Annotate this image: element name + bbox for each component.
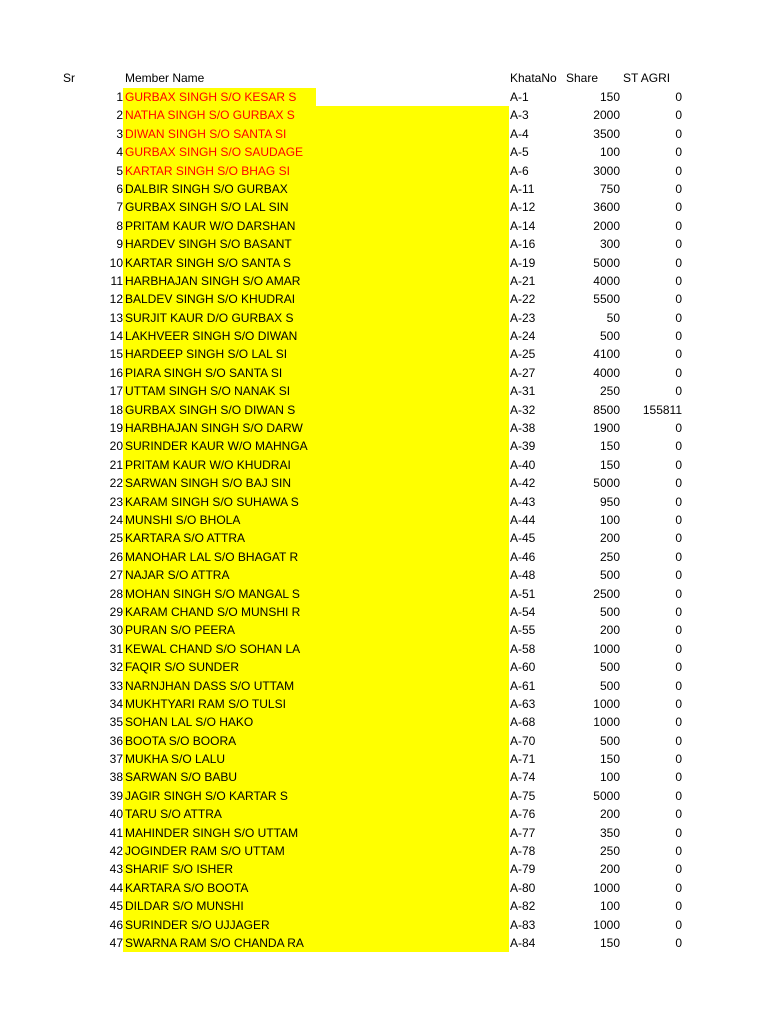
cell-khata-no[interactable]: A-71 bbox=[510, 752, 536, 767]
cell-share[interactable]: 4000 bbox=[593, 365, 620, 380]
cell-khata-no[interactable]: A-43 bbox=[510, 494, 536, 509]
cell-member-name[interactable]: SARWAN S/O BABU bbox=[123, 768, 509, 786]
cell-share[interactable]: 500 bbox=[599, 660, 620, 675]
cell-member-name[interactable]: SARWAN SINGH S/O BAJ SIN bbox=[123, 474, 509, 492]
cell-member-name[interactable]: HARDEV SINGH S/O BASANT bbox=[123, 235, 509, 253]
cell-st-agri[interactable]: 0 bbox=[675, 733, 682, 748]
cell-sr[interactable]: 6 bbox=[116, 181, 123, 196]
cell-khata-no[interactable]: A-11 bbox=[510, 181, 535, 196]
cell-sr[interactable]: 3 bbox=[116, 126, 123, 141]
cell-member-name[interactable]: NARNJHAN DASS S/O UTTAM bbox=[123, 677, 509, 695]
cell-st-agri[interactable]: 0 bbox=[675, 108, 682, 123]
header-row bbox=[0, 69, 768, 87]
cell-share[interactable]: 150 bbox=[599, 935, 620, 950]
cell-st-agri[interactable]: 0 bbox=[675, 935, 682, 950]
cell-khata-no[interactable]: A-38 bbox=[510, 421, 536, 436]
cell-share[interactable]: 200 bbox=[599, 623, 620, 638]
cell-khata-no[interactable]: A-61 bbox=[510, 678, 536, 693]
cell-st-agri[interactable]: 0 bbox=[675, 770, 682, 785]
cell-member-name[interactable]: MUKHA S/O LALU bbox=[123, 750, 509, 768]
cell-st-agri[interactable]: 0 bbox=[675, 807, 682, 822]
cell-khata-no[interactable]: A-74 bbox=[510, 770, 536, 785]
cell-st-agri[interactable]: 0 bbox=[675, 384, 682, 399]
cell-member-name[interactable]: HARBHAJAN SINGH S/O AMAR bbox=[123, 272, 509, 290]
table-row bbox=[0, 640, 768, 658]
table-row bbox=[0, 88, 768, 106]
cell-khata-no[interactable]: A-82 bbox=[510, 899, 536, 914]
cell-sr[interactable]: 38 bbox=[109, 770, 123, 785]
cell-khata-no[interactable]: A-60 bbox=[510, 660, 536, 675]
cell-sr[interactable]: 41 bbox=[109, 825, 123, 840]
cell-member-name[interactable]: SHARIF S/O ISHER bbox=[123, 860, 509, 878]
cell-share[interactable]: 200 bbox=[599, 807, 620, 822]
cell-member-name[interactable]: JAGIR SINGH S/O KARTAR S bbox=[123, 787, 509, 805]
cell-st-agri[interactable]: 0 bbox=[675, 844, 682, 859]
table-row bbox=[0, 934, 768, 952]
table-row bbox=[0, 621, 768, 639]
table-row bbox=[0, 916, 768, 934]
cell-st-agri[interactable]: 0 bbox=[675, 163, 682, 178]
cell-st-agri[interactable]: 0 bbox=[675, 825, 682, 840]
cell-member-name[interactable]: SURJIT KAUR D/O GURBAX S bbox=[123, 309, 509, 327]
cell-share[interactable]: 3600 bbox=[593, 200, 620, 215]
table-row bbox=[0, 566, 768, 584]
cell-member-name[interactable]: FAQIR S/O SUNDER bbox=[123, 658, 509, 676]
cell-member-name[interactable]: NATHA SINGH S/O GURBAX S bbox=[123, 106, 509, 124]
cell-share[interactable]: 5500 bbox=[593, 292, 620, 307]
cell-st-agri[interactable]: 0 bbox=[675, 604, 682, 619]
cell-share[interactable]: 2500 bbox=[593, 586, 620, 601]
cell-st-agri[interactable]: 0 bbox=[675, 90, 682, 104]
cell-khata-no[interactable]: A-39 bbox=[510, 439, 536, 454]
table-row bbox=[0, 456, 768, 474]
cell-st-agri[interactable]: 0 bbox=[675, 512, 682, 527]
cell-khata-no[interactable]: A-3 bbox=[510, 108, 529, 123]
table-row bbox=[0, 437, 768, 455]
cell-sr[interactable]: 30 bbox=[109, 623, 123, 638]
cell-sr[interactable]: 40 bbox=[109, 807, 123, 822]
table-row bbox=[0, 493, 768, 511]
cell-share[interactable]: 100 bbox=[599, 899, 620, 914]
cell-share[interactable]: 500 bbox=[599, 678, 620, 693]
cell-khata-no[interactable]: A-44 bbox=[510, 512, 536, 527]
table-row bbox=[0, 217, 768, 235]
table-body bbox=[0, 88, 768, 952]
cell-sr[interactable]: 13 bbox=[109, 310, 123, 325]
cell-sr[interactable]: 18 bbox=[109, 402, 123, 417]
cell-st-agri[interactable]: 0 bbox=[675, 568, 682, 583]
cell-share[interactable]: 950 bbox=[599, 494, 620, 509]
cell-share[interactable]: 250 bbox=[599, 844, 620, 859]
cell-sr[interactable]: 37 bbox=[109, 752, 123, 767]
table-row bbox=[0, 235, 768, 253]
cell-sr[interactable]: 15 bbox=[109, 347, 123, 362]
cell-share[interactable]: 300 bbox=[599, 237, 620, 252]
cell-st-agri[interactable]: 0 bbox=[675, 494, 682, 509]
cell-share[interactable]: 1000 bbox=[593, 917, 620, 932]
cell-khata-no[interactable]: A-19 bbox=[510, 255, 536, 270]
cell-st-agri[interactable]: 0 bbox=[675, 457, 682, 472]
cell-sr[interactable]: 28 bbox=[109, 586, 123, 601]
cell-khata-no[interactable]: A-46 bbox=[510, 549, 536, 564]
cell-st-agri[interactable]: 0 bbox=[675, 752, 682, 767]
cell-sr[interactable]: 31 bbox=[109, 641, 123, 656]
cell-share[interactable]: 750 bbox=[599, 181, 620, 196]
table-row bbox=[0, 143, 768, 161]
cell-st-agri[interactable]: 0 bbox=[675, 439, 682, 454]
cell-share[interactable]: 350 bbox=[599, 825, 620, 840]
cell-member-name[interactable]: KARAM SINGH S/O SUHAWA S bbox=[123, 493, 509, 511]
cell-share[interactable]: 200 bbox=[599, 531, 620, 546]
cell-member-name[interactable]: KARTARA S/O ATTRA bbox=[123, 529, 509, 547]
cell-member-name[interactable]: TARU S/O ATTRA bbox=[123, 805, 509, 823]
cell-sr[interactable]: 20 bbox=[109, 439, 123, 454]
cell-khata-no[interactable]: A-51 bbox=[510, 586, 536, 601]
cell-khata-no[interactable]: A-77 bbox=[510, 825, 536, 840]
cell-sr[interactable]: 36 bbox=[109, 733, 123, 748]
header-st-agri: ST AGRI bbox=[623, 71, 671, 85]
cell-sr[interactable]: 44 bbox=[109, 880, 123, 895]
cell-share[interactable]: 100 bbox=[599, 512, 620, 527]
cell-st-agri[interactable]: 0 bbox=[675, 181, 682, 196]
header-member-name: Member Name bbox=[125, 71, 205, 85]
cell-sr[interactable]: 42 bbox=[109, 844, 123, 859]
cell-share[interactable]: 500 bbox=[599, 568, 620, 583]
table-row bbox=[0, 787, 768, 805]
cell-member-name[interactable]: UTTAM SINGH S/O NANAK SI bbox=[123, 382, 509, 400]
table-row bbox=[0, 162, 768, 180]
cell-share[interactable]: 1900 bbox=[593, 421, 620, 436]
cell-member-name[interactable]: MOHAN SINGH S/O MANGAL S bbox=[123, 585, 509, 603]
cell-share[interactable]: 8500 bbox=[593, 402, 620, 417]
cell-sr[interactable]: 4 bbox=[116, 145, 123, 160]
table-row bbox=[0, 548, 768, 566]
cell-member-name[interactable]: DALBIR SINGH S/O GURBAX bbox=[123, 180, 509, 198]
cell-member-name[interactable]: GURBAX SINGH S/O LAL SIN bbox=[123, 198, 509, 216]
cell-share[interactable]: 250 bbox=[599, 384, 620, 399]
cell-share[interactable]: 5000 bbox=[593, 255, 620, 270]
cell-khata-no[interactable]: A-78 bbox=[510, 844, 536, 859]
cell-sr[interactable]: 16 bbox=[109, 365, 123, 380]
table-row bbox=[0, 897, 768, 915]
cell-st-agri[interactable]: 0 bbox=[675, 549, 682, 564]
cell-sr[interactable]: 43 bbox=[109, 862, 123, 877]
cell-member-name[interactable]: PURAN S/O PEERA bbox=[123, 621, 509, 639]
cell-sr[interactable]: 46 bbox=[109, 917, 123, 932]
cell-share[interactable]: 50 bbox=[606, 310, 620, 325]
cell-share[interactable]: 100 bbox=[599, 770, 620, 785]
cell-member-name[interactable]: KARTAR SINGH S/O SANTA S bbox=[123, 254, 509, 272]
cell-khata-no[interactable]: A-22 bbox=[510, 292, 536, 307]
cell-member-name[interactable]: HARBHAJAN SINGH S/O DARW bbox=[123, 419, 509, 437]
table-row bbox=[0, 309, 768, 327]
cell-khata-no[interactable]: A-80 bbox=[510, 880, 536, 895]
cell-member-name[interactable]: GURBAX SINGH S/O DIWAN S bbox=[123, 401, 509, 419]
cell-sr[interactable]: 23 bbox=[109, 494, 123, 509]
cell-st-agri[interactable]: 0 bbox=[675, 917, 682, 932]
cell-khata-no[interactable]: A-5 bbox=[510, 145, 529, 160]
cell-khata-no[interactable]: A-48 bbox=[510, 568, 536, 583]
table-row bbox=[0, 290, 768, 308]
cell-sr[interactable]: 12 bbox=[109, 292, 123, 307]
cell-member-name[interactable]: GURBAX SINGH S/O SAUDAGE bbox=[123, 143, 509, 161]
table-row bbox=[0, 474, 768, 492]
cell-khata-no[interactable]: A-12 bbox=[510, 200, 536, 215]
table-row bbox=[0, 842, 768, 860]
cell-khata-no[interactable]: A-14 bbox=[510, 218, 536, 233]
cell-st-agri[interactable]: 0 bbox=[675, 237, 682, 252]
cell-share[interactable]: 500 bbox=[599, 604, 620, 619]
cell-st-agri[interactable]: 0 bbox=[675, 310, 682, 325]
table-row bbox=[0, 768, 768, 786]
table-row bbox=[0, 805, 768, 823]
cell-member-name[interactable]: BALDEV SINGH S/O KHUDRAI bbox=[123, 290, 509, 308]
table-row bbox=[0, 272, 768, 290]
cell-share[interactable]: 150 bbox=[599, 752, 620, 767]
cell-sr[interactable]: 25 bbox=[109, 531, 123, 546]
cell-sr[interactable]: 19 bbox=[109, 421, 123, 436]
cell-khata-no[interactable]: A-40 bbox=[510, 457, 536, 472]
cell-share[interactable]: 5000 bbox=[593, 476, 620, 491]
cell-st-agri[interactable]: 0 bbox=[675, 145, 682, 160]
cell-share[interactable]: 500 bbox=[599, 329, 620, 344]
cell-st-agri[interactable]: 0 bbox=[675, 678, 682, 693]
cell-sr[interactable]: 32 bbox=[109, 660, 123, 675]
cell-st-agri[interactable]: 0 bbox=[675, 200, 682, 215]
cell-khata-no[interactable]: A-32 bbox=[510, 402, 536, 417]
cell-sr[interactable]: 47 bbox=[109, 935, 123, 950]
cell-member-name[interactable]: PRITAM KAUR W/O KHUDRAI bbox=[123, 456, 509, 474]
cell-member-name[interactable]: NAJAR S/O ATTRA bbox=[123, 566, 509, 584]
header-share: Share bbox=[566, 71, 599, 85]
cell-share[interactable]: 2000 bbox=[593, 218, 620, 233]
cell-st-agri[interactable]: 0 bbox=[675, 421, 682, 436]
cell-share[interactable]: 100 bbox=[599, 145, 620, 160]
cell-khata-no[interactable]: A-16 bbox=[510, 237, 536, 252]
cell-st-agri[interactable]: 0 bbox=[675, 292, 682, 307]
cell-st-agri[interactable]: 0 bbox=[675, 531, 682, 546]
table-row bbox=[0, 824, 768, 842]
table-row bbox=[0, 732, 768, 750]
table-row bbox=[0, 419, 768, 437]
cell-sr[interactable]: 8 bbox=[116, 218, 123, 233]
cell-khata-no[interactable]: A-27 bbox=[510, 365, 536, 380]
cell-st-agri[interactable]: 0 bbox=[675, 255, 682, 270]
cell-khata-no[interactable]: A-83 bbox=[510, 917, 536, 932]
header-sr: Sr bbox=[63, 71, 75, 85]
cell-sr[interactable]: 27 bbox=[109, 568, 123, 583]
cell-share[interactable]: 5000 bbox=[593, 788, 620, 803]
cell-member-name[interactable]: JOGINDER RAM S/O UTTAM bbox=[123, 842, 509, 860]
cell-sr[interactable]: 29 bbox=[109, 604, 123, 619]
cell-st-agri[interactable]: 0 bbox=[675, 641, 682, 656]
cell-khata-no[interactable]: A-68 bbox=[510, 715, 536, 730]
cell-khata-no[interactable]: A-25 bbox=[510, 347, 536, 362]
cell-share[interactable]: 150 bbox=[599, 457, 620, 472]
cell-khata-no[interactable]: A-54 bbox=[510, 604, 536, 619]
cell-st-agri[interactable]: 0 bbox=[675, 126, 682, 141]
cell-khata-no[interactable]: A-42 bbox=[510, 476, 536, 491]
cell-st-agri[interactable]: 0 bbox=[675, 218, 682, 233]
cell-st-agri[interactable]: 0 bbox=[675, 880, 682, 895]
cell-khata-no[interactable]: A-45 bbox=[510, 531, 536, 546]
cell-share[interactable]: 1000 bbox=[593, 696, 620, 711]
cell-share[interactable]: 250 bbox=[599, 549, 620, 564]
table-row bbox=[0, 750, 768, 768]
cell-member-name[interactable]: MAHINDER SINGH S/O UTTAM bbox=[123, 824, 509, 842]
table-row bbox=[0, 180, 768, 198]
table-row bbox=[0, 860, 768, 878]
cell-khata-no[interactable]: A-31 bbox=[510, 384, 536, 399]
cell-khata-no[interactable]: A-21 bbox=[510, 273, 536, 288]
table-row bbox=[0, 713, 768, 731]
table-row bbox=[0, 106, 768, 124]
cell-st-agri[interactable]: 0 bbox=[675, 696, 682, 711]
table-row bbox=[0, 511, 768, 529]
cell-khata-no[interactable]: A-55 bbox=[510, 623, 536, 638]
cell-sr[interactable]: 21 bbox=[109, 457, 123, 472]
cell-member-name[interactable]: KARTAR SINGH S/O BHAG SI bbox=[123, 162, 509, 180]
cell-member-name[interactable]: DILDAR S/O MUNSHI bbox=[123, 897, 509, 915]
cell-st-agri[interactable]: 0 bbox=[675, 715, 682, 730]
cell-khata-no[interactable]: A-63 bbox=[510, 696, 536, 711]
cell-member-name[interactable]: SURINDER KAUR W/O MAHNGA bbox=[123, 437, 509, 455]
cell-share[interactable]: 200 bbox=[599, 862, 620, 877]
cell-member-name[interactable]: KARTARA S/O BOOTA bbox=[123, 879, 509, 897]
cell-sr[interactable]: 7 bbox=[116, 200, 123, 215]
cell-member-name[interactable]: HARDEEP SINGH S/O LAL SI bbox=[123, 345, 509, 363]
table-row bbox=[0, 364, 768, 382]
cell-st-agri[interactable]: 0 bbox=[675, 273, 682, 288]
cell-sr[interactable]: 1 bbox=[116, 90, 123, 104]
cell-st-agri[interactable]: 0 bbox=[675, 329, 682, 344]
cell-member-name[interactable]: DIWAN SINGH S/O SANTA SI bbox=[123, 125, 509, 143]
cell-st-agri[interactable]: 0 bbox=[675, 347, 682, 362]
cell-sr[interactable]: 35 bbox=[109, 715, 123, 730]
cell-member-name[interactable]: MANOHAR LAL S/O BHAGAT R bbox=[123, 548, 509, 566]
table-row bbox=[0, 125, 768, 143]
cell-member-name[interactable]: SWARNA RAM S/O CHANDA RA bbox=[123, 934, 509, 952]
cell-sr[interactable]: 24 bbox=[109, 512, 123, 527]
cell-st-agri[interactable]: 0 bbox=[675, 365, 682, 380]
cell-member-name[interactable]: LAKHVEER SINGH S/O DIWAN bbox=[123, 327, 509, 345]
cell-member-name[interactable]: MUNSHI S/O BHOLA bbox=[123, 511, 509, 529]
table-row bbox=[0, 695, 768, 713]
cell-member-name[interactable]: PIARA SINGH S/O SANTA SI bbox=[123, 364, 509, 382]
cell-khata-no[interactable]: A-58 bbox=[510, 641, 536, 656]
cell-sr[interactable]: 2 bbox=[116, 108, 123, 123]
cell-sr[interactable]: 5 bbox=[116, 163, 123, 178]
cell-khata-no[interactable]: A-23 bbox=[510, 310, 536, 325]
cell-share[interactable]: 1000 bbox=[593, 641, 620, 656]
table-row bbox=[0, 585, 768, 603]
cell-sr[interactable]: 9 bbox=[116, 237, 123, 252]
cell-share[interactable]: 1000 bbox=[593, 880, 620, 895]
cell-share[interactable]: 150 bbox=[599, 90, 620, 104]
cell-member-name[interactable]: MUKHTYARI RAM S/O TULSI bbox=[123, 695, 509, 713]
cell-sr[interactable]: 26 bbox=[109, 549, 123, 564]
cell-member-name[interactable]: SURINDER S/O UJJAGER bbox=[123, 916, 509, 934]
cell-khata-no[interactable]: A-4 bbox=[510, 126, 529, 141]
cell-share[interactable]: 4100 bbox=[593, 347, 620, 362]
cell-sr[interactable]: 45 bbox=[109, 899, 123, 914]
cell-khata-no[interactable]: A-6 bbox=[510, 163, 529, 178]
cell-share[interactable]: 500 bbox=[599, 733, 620, 748]
table-row bbox=[0, 603, 768, 621]
cell-share[interactable]: 3500 bbox=[593, 126, 620, 141]
cell-member-name[interactable]: KARAM CHAND S/O MUNSHI R bbox=[123, 603, 509, 621]
cell-sr[interactable]: 17 bbox=[109, 384, 123, 399]
cell-khata-no[interactable]: A-24 bbox=[510, 329, 536, 344]
cell-st-agri[interactable]: 155811 bbox=[642, 402, 682, 417]
cell-khata-no[interactable]: A-1 bbox=[510, 90, 529, 104]
cell-member-name[interactable]: BOOTA S/O BOORA bbox=[123, 732, 509, 750]
table-row bbox=[0, 345, 768, 363]
cell-st-agri[interactable]: 0 bbox=[675, 586, 682, 601]
table-row bbox=[0, 254, 768, 272]
cell-sr[interactable]: 22 bbox=[109, 476, 123, 491]
table-row bbox=[0, 382, 768, 400]
cell-khata-no[interactable]: A-70 bbox=[510, 733, 536, 748]
table-row bbox=[0, 401, 768, 419]
cell-share[interactable]: 2000 bbox=[593, 108, 620, 123]
cell-st-agri[interactable]: 0 bbox=[675, 623, 682, 638]
cell-khata-no[interactable]: A-84 bbox=[510, 935, 536, 950]
cell-khata-no[interactable]: A-75 bbox=[510, 788, 536, 803]
table-row bbox=[0, 529, 768, 547]
cell-share[interactable]: 150 bbox=[599, 439, 620, 454]
cell-sr[interactable]: 11 bbox=[110, 273, 123, 288]
cell-share[interactable]: 4000 bbox=[593, 273, 620, 288]
cell-st-agri[interactable]: 0 bbox=[675, 899, 682, 914]
cell-st-agri[interactable]: 0 bbox=[675, 660, 682, 675]
table-row bbox=[0, 198, 768, 216]
cell-sr[interactable]: 39 bbox=[109, 788, 123, 803]
cell-share[interactable]: 3000 bbox=[593, 163, 620, 178]
cell-sr[interactable]: 34 bbox=[109, 696, 123, 711]
table-row bbox=[0, 879, 768, 897]
cell-khata-no[interactable]: A-79 bbox=[510, 862, 536, 877]
cell-share[interactable]: 1000 bbox=[593, 715, 620, 730]
table-row bbox=[0, 677, 768, 695]
table-row bbox=[0, 327, 768, 345]
cell-khata-no[interactable]: A-76 bbox=[510, 807, 536, 822]
cell-st-agri[interactable]: 0 bbox=[675, 476, 682, 491]
cell-sr[interactable]: 10 bbox=[109, 255, 123, 270]
cell-st-agri[interactable]: 0 bbox=[675, 862, 682, 877]
cell-member-name[interactable]: KEWAL CHAND S/O SOHAN LA bbox=[123, 640, 509, 658]
cell-member-name[interactable]: GURBAX SINGH S/O KESAR S bbox=[123, 88, 509, 106]
table-row bbox=[0, 658, 768, 676]
cell-member-name[interactable]: PRITAM KAUR W/O DARSHAN bbox=[123, 217, 509, 235]
header-khata-no: KhataNo bbox=[510, 71, 557, 85]
cell-sr[interactable]: 33 bbox=[109, 678, 123, 693]
cell-member-name[interactable]: SOHAN LAL S/O HAKO bbox=[123, 713, 509, 731]
cell-st-agri[interactable]: 0 bbox=[675, 788, 682, 803]
cell-sr[interactable]: 14 bbox=[109, 329, 123, 344]
